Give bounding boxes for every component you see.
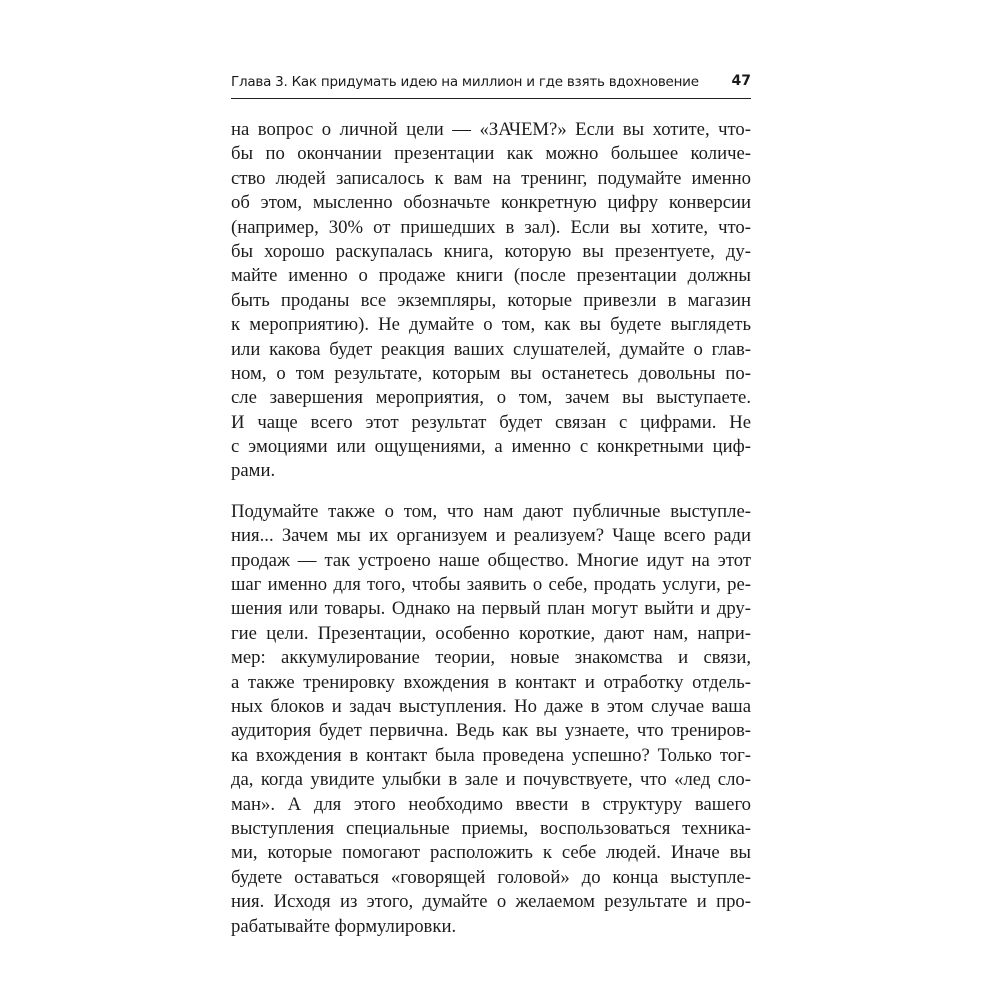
- text-line: (например, 30% от пришедших в зал). Если вы хотите, что-: [231, 216, 751, 238]
- text-line: шения или товары. Однако на первый план могут выйти и дру-: [231, 598, 751, 620]
- text-line: И чаще всего этот результат будет связан с цифрами. Не: [231, 411, 751, 433]
- text-line: ния. Исходя из этого, думайте о желаемом результате и про-: [231, 891, 751, 913]
- paragraph-2: [231, 500, 751, 939]
- text-line: аудитория будет первична. Ведь как вы узнаете, что трениров-: [231, 720, 751, 742]
- body-text: [231, 118, 751, 939]
- text-line: рабатывайте формулировки.: [231, 915, 457, 937]
- page-number: 47: [731, 73, 751, 89]
- text-line: будете оставаться «говорящей головой» до конца выступле-: [231, 866, 751, 888]
- text-line: ми, которые помогают расположить к себе людей. Иначе вы: [231, 842, 751, 864]
- text-line: а также тренировку вхождения в контакт и отработку отдель-: [231, 671, 751, 693]
- text-line: Подумайте также о том, что нам дают публичные выступле-: [231, 500, 751, 522]
- text-line: рами.: [231, 460, 276, 482]
- running-header: [231, 72, 751, 99]
- text-line: ния... Зачем мы их организуем и реализуем? Чаще всего ради: [231, 525, 751, 547]
- text-line: шаг именно для того, чтобы заявить о себе, продать услуги, ре-: [231, 574, 751, 596]
- text-line: ство людей записалось к вам на тренинг, подумайте именно: [231, 167, 751, 189]
- text-line: об этом, мысленно обозначьте конкретную цифру конверсии: [231, 192, 751, 214]
- text-line: к мероприятию). Не думайте о том, как вы будете выглядеть: [231, 314, 751, 336]
- text-line: ка вхождения в контакт была проведена успешно? Только тог-: [231, 744, 751, 766]
- text-line: выступления специальные приемы, воспользоваться техника-: [231, 817, 751, 839]
- text-line: бы хорошо раскупалась книга, которую вы презентуете, ду-: [231, 240, 751, 262]
- text-line: майте именно о продаже книги (после презентации должны: [231, 265, 751, 287]
- paragraph-gap: [231, 484, 751, 500]
- paragraph-1: [231, 118, 751, 484]
- text-line: ных блоков и задач выступления. Но даже в этом случае ваша: [231, 695, 751, 717]
- text-line: на вопрос о личной цели — «ЗАЧЕМ?» Если вы хотите, что-: [231, 119, 751, 140]
- text-line: продаж — так устроено наше общество. Многие идут на этот: [231, 549, 751, 571]
- text-line: да, когда увидите улыбки в зале и почувствуете, что «лед сло-: [231, 769, 751, 791]
- text-line: мер: аккумулирование теории, новые знакомства и связи,: [231, 647, 751, 669]
- text-line: с эмоциями или ощущениями, а именно с конкретными циф-: [231, 436, 751, 458]
- text-line: или какова будет реакция ваших слушателей, думайте о глав-: [231, 338, 751, 360]
- text-line: ман». А для этого необходимо ввести в структуру вашего: [231, 793, 751, 815]
- text-line: бы по окончании презентации как можно большее количе-: [231, 143, 751, 165]
- text-line: ном, о том результате, которым вы останетесь довольны по-: [231, 362, 751, 384]
- text-line: гие цели. Презентации, особенно короткие, дают нам, напри-: [231, 622, 751, 644]
- text-line: быть проданы все экземпляры, которые привезли в магазин: [231, 289, 751, 311]
- chapter-title: Глава 3. Как придумать идею на миллион и где взять вдохновение: [231, 74, 699, 90]
- text-line: сле завершения мероприятия, о том, зачем вы выступаете.: [231, 387, 751, 409]
